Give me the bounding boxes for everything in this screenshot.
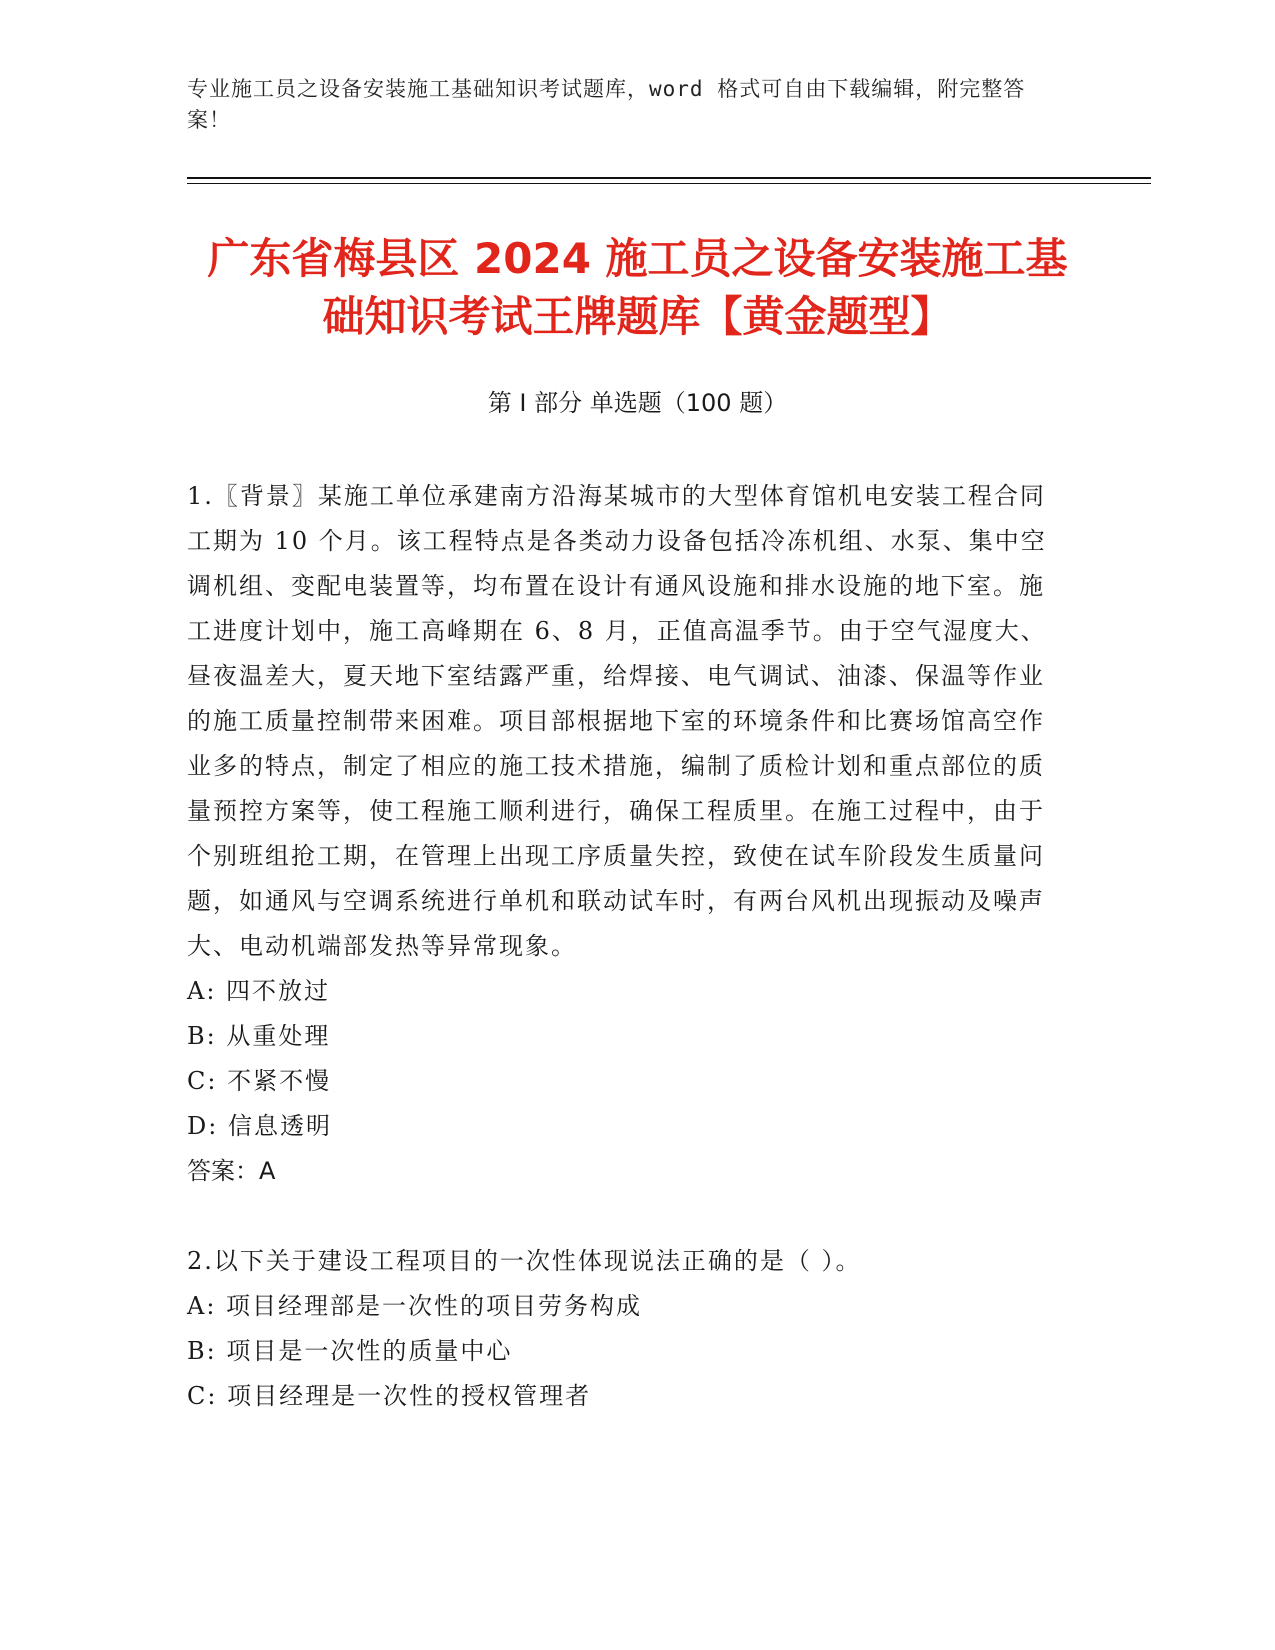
header-divider-thick <box>187 177 1151 179</box>
question-option-d: D: 信息透明 <box>187 1112 332 1140</box>
question-option-c: C: 项目经理是一次性的授权管理者 <box>187 1382 592 1410</box>
question-option-a: A: 四不放过 <box>187 977 331 1005</box>
question-option-b: B: 项目是一次性的质量中心 <box>187 1337 513 1365</box>
document-title <box>150 230 1125 346</box>
question-option-c: C: 不紧不慢 <box>187 1067 332 1095</box>
header-divider-thin <box>187 183 1151 184</box>
question-2 <box>187 1239 1067 1419</box>
question-list <box>187 474 1067 1419</box>
question-option-b: B: 从重处理 <box>187 1022 331 1050</box>
question-1 <box>187 474 1067 1194</box>
section-heading: 第 I 部分 单选题（100 题） <box>487 389 788 417</box>
header-note: 专业施工员之设备安装施工基础知识考试题库，word 格式可自由下载编辑，附完整答案！ <box>187 77 1026 132</box>
question-stem: 2.以下关于建设工程项目的一次性体现说法正确的是（ ）。 <box>187 1247 862 1275</box>
question-spacer <box>187 1194 1067 1239</box>
document-title-line-1: 广东省梅县区 2024 施工员之设备安装施工基 <box>207 234 1068 283</box>
document-title-line-2: 础知识考试王牌题库【黄金题型】 <box>322 292 953 341</box>
question-answer: 答案：A <box>187 1157 276 1185</box>
question-stem: 1.〖背景〗某施工单位承建南方沿海某城市的大型体育馆机电安装工程合同工期为 10 个月。该工程特点是各类动力设备包括冷冻机组、水泵、集中空调机组、变配电装置等，均布置在设计有通风设施和排水设施的地下室。施工进度计划中，施工高峰期在 6、8 月，正值高温季节。由于空气湿度大、昼夜温差大，夏天地下室结露严重，给焊接、电气调试、油漆、保温等作业的施工质量控制带来困难。项目部根据地下室的环境条件和比赛场馆高空作业多的特点，制定了相应的施工技术措施，编制了质检计划和重点部位的质量预控方案等，使工程施工顺利进行，确保工程质里。在施工过程中，由于个别班组抢工期，在管理上出现工序质量失控，致使在试车阶段发生质量问题，如通风与空调系统进行单机和联动试车时，有两台风机出现振动及噪声大、电动机端部发热等异常现象。 <box>187 482 1047 960</box>
question-option-a: A: 项目经理部是一次性的项目劳务构成 <box>187 1292 643 1320</box>
